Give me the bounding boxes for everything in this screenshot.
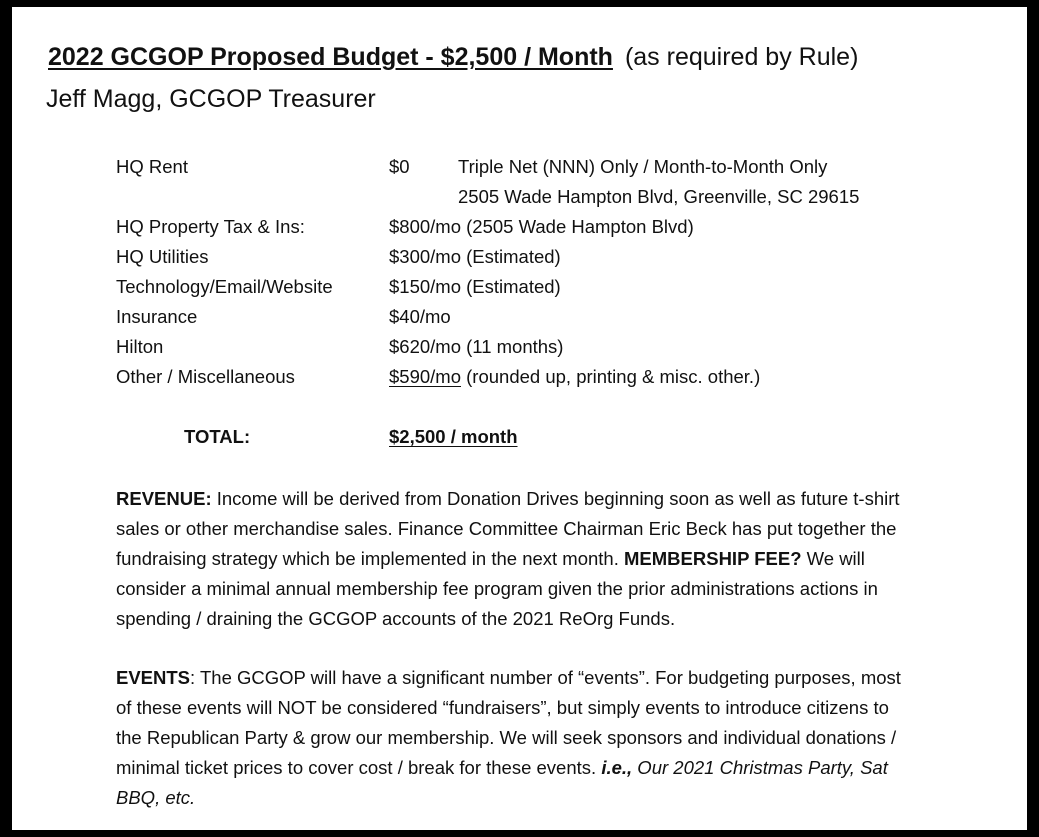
budget-amount: $0 bbox=[389, 156, 410, 177]
events-text: minimal ticket prices to cover cost / break for these events. bbox=[116, 757, 602, 778]
budget-desc: Triple Net (NNN) Only / Month-to-Month Only bbox=[458, 156, 828, 177]
budget-amount-desc bbox=[389, 245, 561, 269]
revenue-line: consider a minimal annual membership fee program given the prior administrations actions in bbox=[116, 578, 878, 599]
budget-note: (rounded up, printing & misc. other.) bbox=[461, 366, 761, 387]
events-paragraph bbox=[116, 663, 1021, 813]
title-note: (as required by Rule) bbox=[624, 43, 859, 71]
events-line: the Republican Party & grow our membership. We will seek sponsors and individual donations / bbox=[116, 727, 897, 748]
total-value: $2,500 / month bbox=[389, 426, 518, 447]
revenue-text: We will bbox=[801, 548, 865, 569]
budget-address: 2505 Wade Hampton Blvd, Greenville, SC 29615 bbox=[458, 186, 860, 207]
budget-label: Hilton bbox=[116, 336, 164, 357]
revenue-heading: REVENUE: bbox=[116, 488, 212, 509]
title-line bbox=[48, 41, 858, 73]
membership-heading: MEMBERSHIP FEE? bbox=[624, 548, 802, 569]
document-title: 2022 GCGOP Proposed Budget - $2,500 / Month bbox=[48, 43, 613, 71]
budget-amount-desc bbox=[389, 275, 561, 299]
budget-label: HQ Rent bbox=[116, 156, 188, 177]
events-line: of these events will NOT be considered “fundraisers”, but simply events to introduce citizens to bbox=[116, 697, 889, 718]
ie-text: i.e., bbox=[601, 757, 633, 778]
revenue-line: spending / draining the GCGOP accounts of the 2021 ReOrg Funds. bbox=[116, 608, 676, 629]
author-line: Jeff Magg, GCGOP Treasurer bbox=[46, 85, 376, 113]
budget-label: Technology/Email/Website bbox=[116, 276, 333, 297]
budget-label: Other / Miscellaneous bbox=[116, 366, 295, 387]
events-line bbox=[116, 753, 1021, 783]
budget-amount: $620/mo bbox=[389, 336, 461, 357]
budget-note: (2505 Wade Hampton Blvd) bbox=[461, 216, 694, 237]
budget-amount: $150/mo bbox=[389, 276, 461, 297]
revenue-line: sales or other merchandise sales. Finance Committee Chairman Eric Beck has put together the bbox=[116, 518, 897, 539]
revenue-line bbox=[116, 544, 1021, 574]
budget-label: HQ Utilities bbox=[116, 246, 209, 267]
budget-amount: $40/mo bbox=[389, 306, 451, 327]
budget-amount: $590/mo bbox=[389, 366, 461, 387]
budget-note: (Estimated) bbox=[461, 276, 561, 297]
budget-label: Insurance bbox=[116, 306, 198, 327]
total-label: TOTAL: bbox=[184, 426, 251, 447]
budget-note: (Estimated) bbox=[461, 246, 561, 267]
budget-amount-desc bbox=[389, 335, 563, 359]
events-examples: Our 2021 Christmas Party, Sat bbox=[632, 757, 888, 778]
revenue-line bbox=[116, 484, 1021, 514]
budget-amount-desc bbox=[389, 305, 451, 329]
revenue-paragraph bbox=[116, 484, 1021, 634]
budget-amount: $800/mo bbox=[389, 216, 461, 237]
events-line bbox=[116, 663, 1021, 693]
budget-amount-desc bbox=[389, 215, 694, 239]
budget-amount: $300/mo bbox=[389, 246, 461, 267]
revenue-text: Income will be derived from Donation Drives beginning soon as well as future t-shirt bbox=[211, 488, 900, 509]
budget-note: (11 months) bbox=[461, 336, 564, 357]
budget-label: HQ Property Tax & Ins: bbox=[116, 216, 305, 237]
events-heading: EVENTS bbox=[116, 667, 191, 688]
revenue-text: fundraising strategy which be implemented in the next month. bbox=[116, 548, 625, 569]
events-text: : The GCGOP will have a significant number of “events”. For budgeting purposes, most bbox=[190, 667, 901, 688]
events-line: BBQ, etc. bbox=[116, 787, 196, 808]
budget-amount-desc bbox=[389, 365, 760, 389]
